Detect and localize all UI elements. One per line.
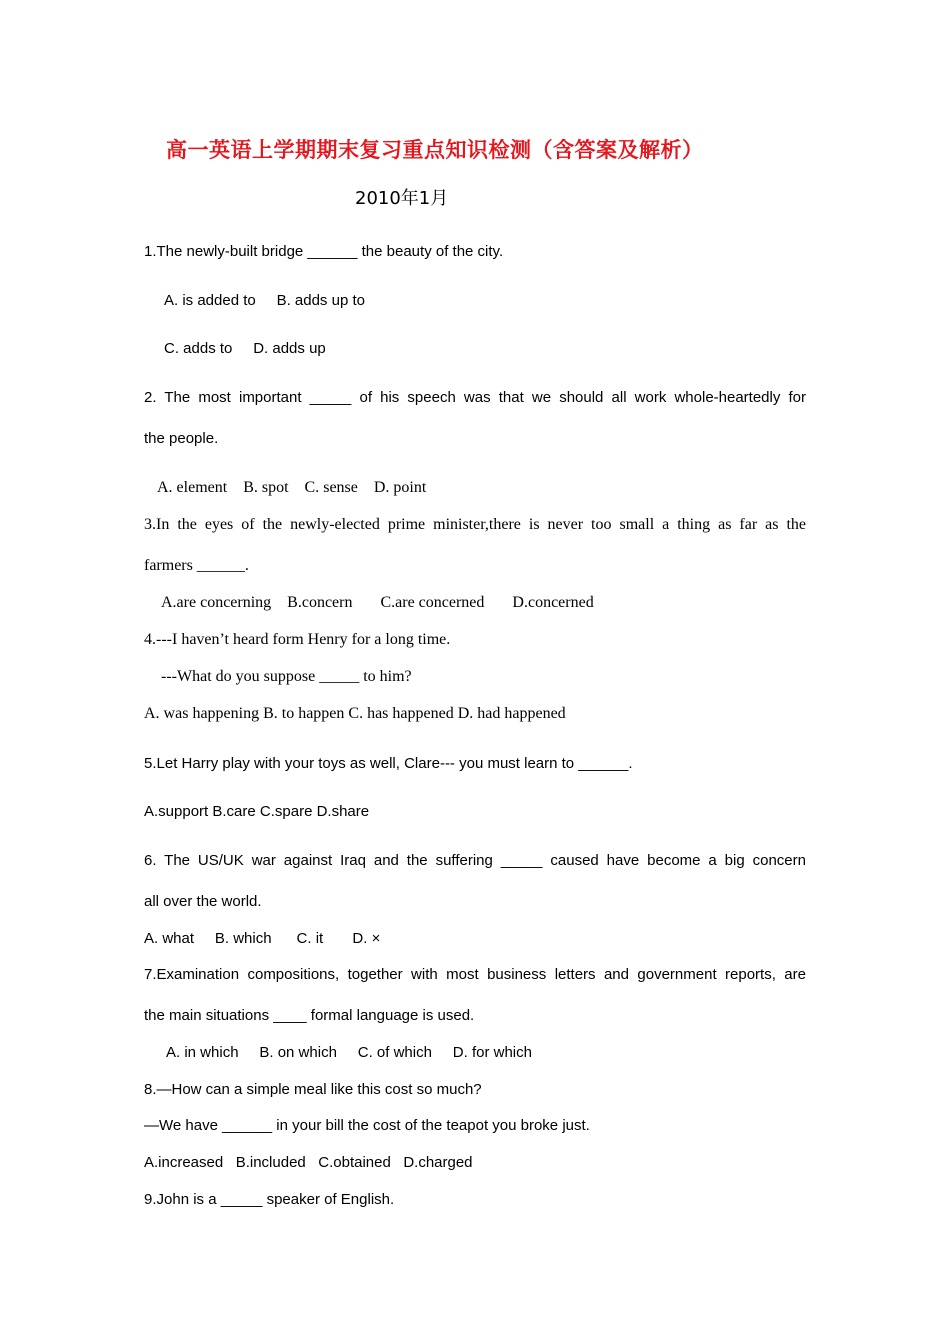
question-8-options: A.increased B.included C.obtained D.charged	[144, 1154, 473, 1171]
question-4-options: A. was happening B. to happen C. has happened D. had happened	[144, 705, 566, 722]
question-9: 9.John is a _____ speaker of English.	[144, 1191, 395, 1208]
question-5-options: A.support B.care C.spare D.share	[144, 803, 370, 820]
question-4-continued: ---What do you suppose _____ to him?	[161, 668, 412, 685]
question-8-continued: —We have ______ in your bill the cost of the teapot you broke just.	[144, 1117, 590, 1134]
question-7-options: A. in which B. on which C. of which D. for which	[166, 1044, 532, 1061]
question-7-continued: the main situations ____ formal language is used.	[144, 1007, 475, 1024]
question-6-options: A. what B. which C. it D. ×	[144, 930, 381, 947]
question-5: 5.Let Harry play with your toys as well, Clare--- you must learn to ______.	[144, 755, 633, 772]
question-6-continued: all over the world.	[144, 893, 262, 910]
question-2-continued: the people.	[144, 430, 219, 447]
question-2-options: A. element B. spot C. sense D. point	[157, 479, 427, 496]
question-2: 2. The most important _____ of his speech was that we should all work whole-heartedly for	[144, 389, 806, 406]
question-1-options-ab: A. is added to B. adds up to	[164, 292, 365, 309]
question-8: 8.—How can a simple meal like this cost so much?	[144, 1081, 482, 1098]
document-date: 2010年1月	[355, 188, 449, 209]
question-1: 1.The newly-built bridge ______ the beauty of the city.	[144, 243, 504, 260]
document-title: 高一英语上学期期末复习重点知识检测（含答案及解析）	[166, 137, 704, 162]
question-1-options-cd: C. adds to D. adds up	[164, 340, 326, 357]
question-3-options: A.are concerning B.concern C.are concerned D.concerned	[161, 594, 594, 611]
question-6: 6. The US/UK war against Iraq and the suffering _____ caused have become a big concern	[144, 852, 806, 869]
question-3-continued: farmers ______.	[144, 557, 249, 574]
question-3: 3.In the eyes of the newly-elected prime minister,there is never too small a thing as far as the	[144, 516, 806, 533]
question-7: 7.Examination compositions, together with most business letters and government reports, are	[144, 966, 806, 983]
question-4: 4.---I haven’t heard form Henry for a long time.	[144, 631, 451, 648]
